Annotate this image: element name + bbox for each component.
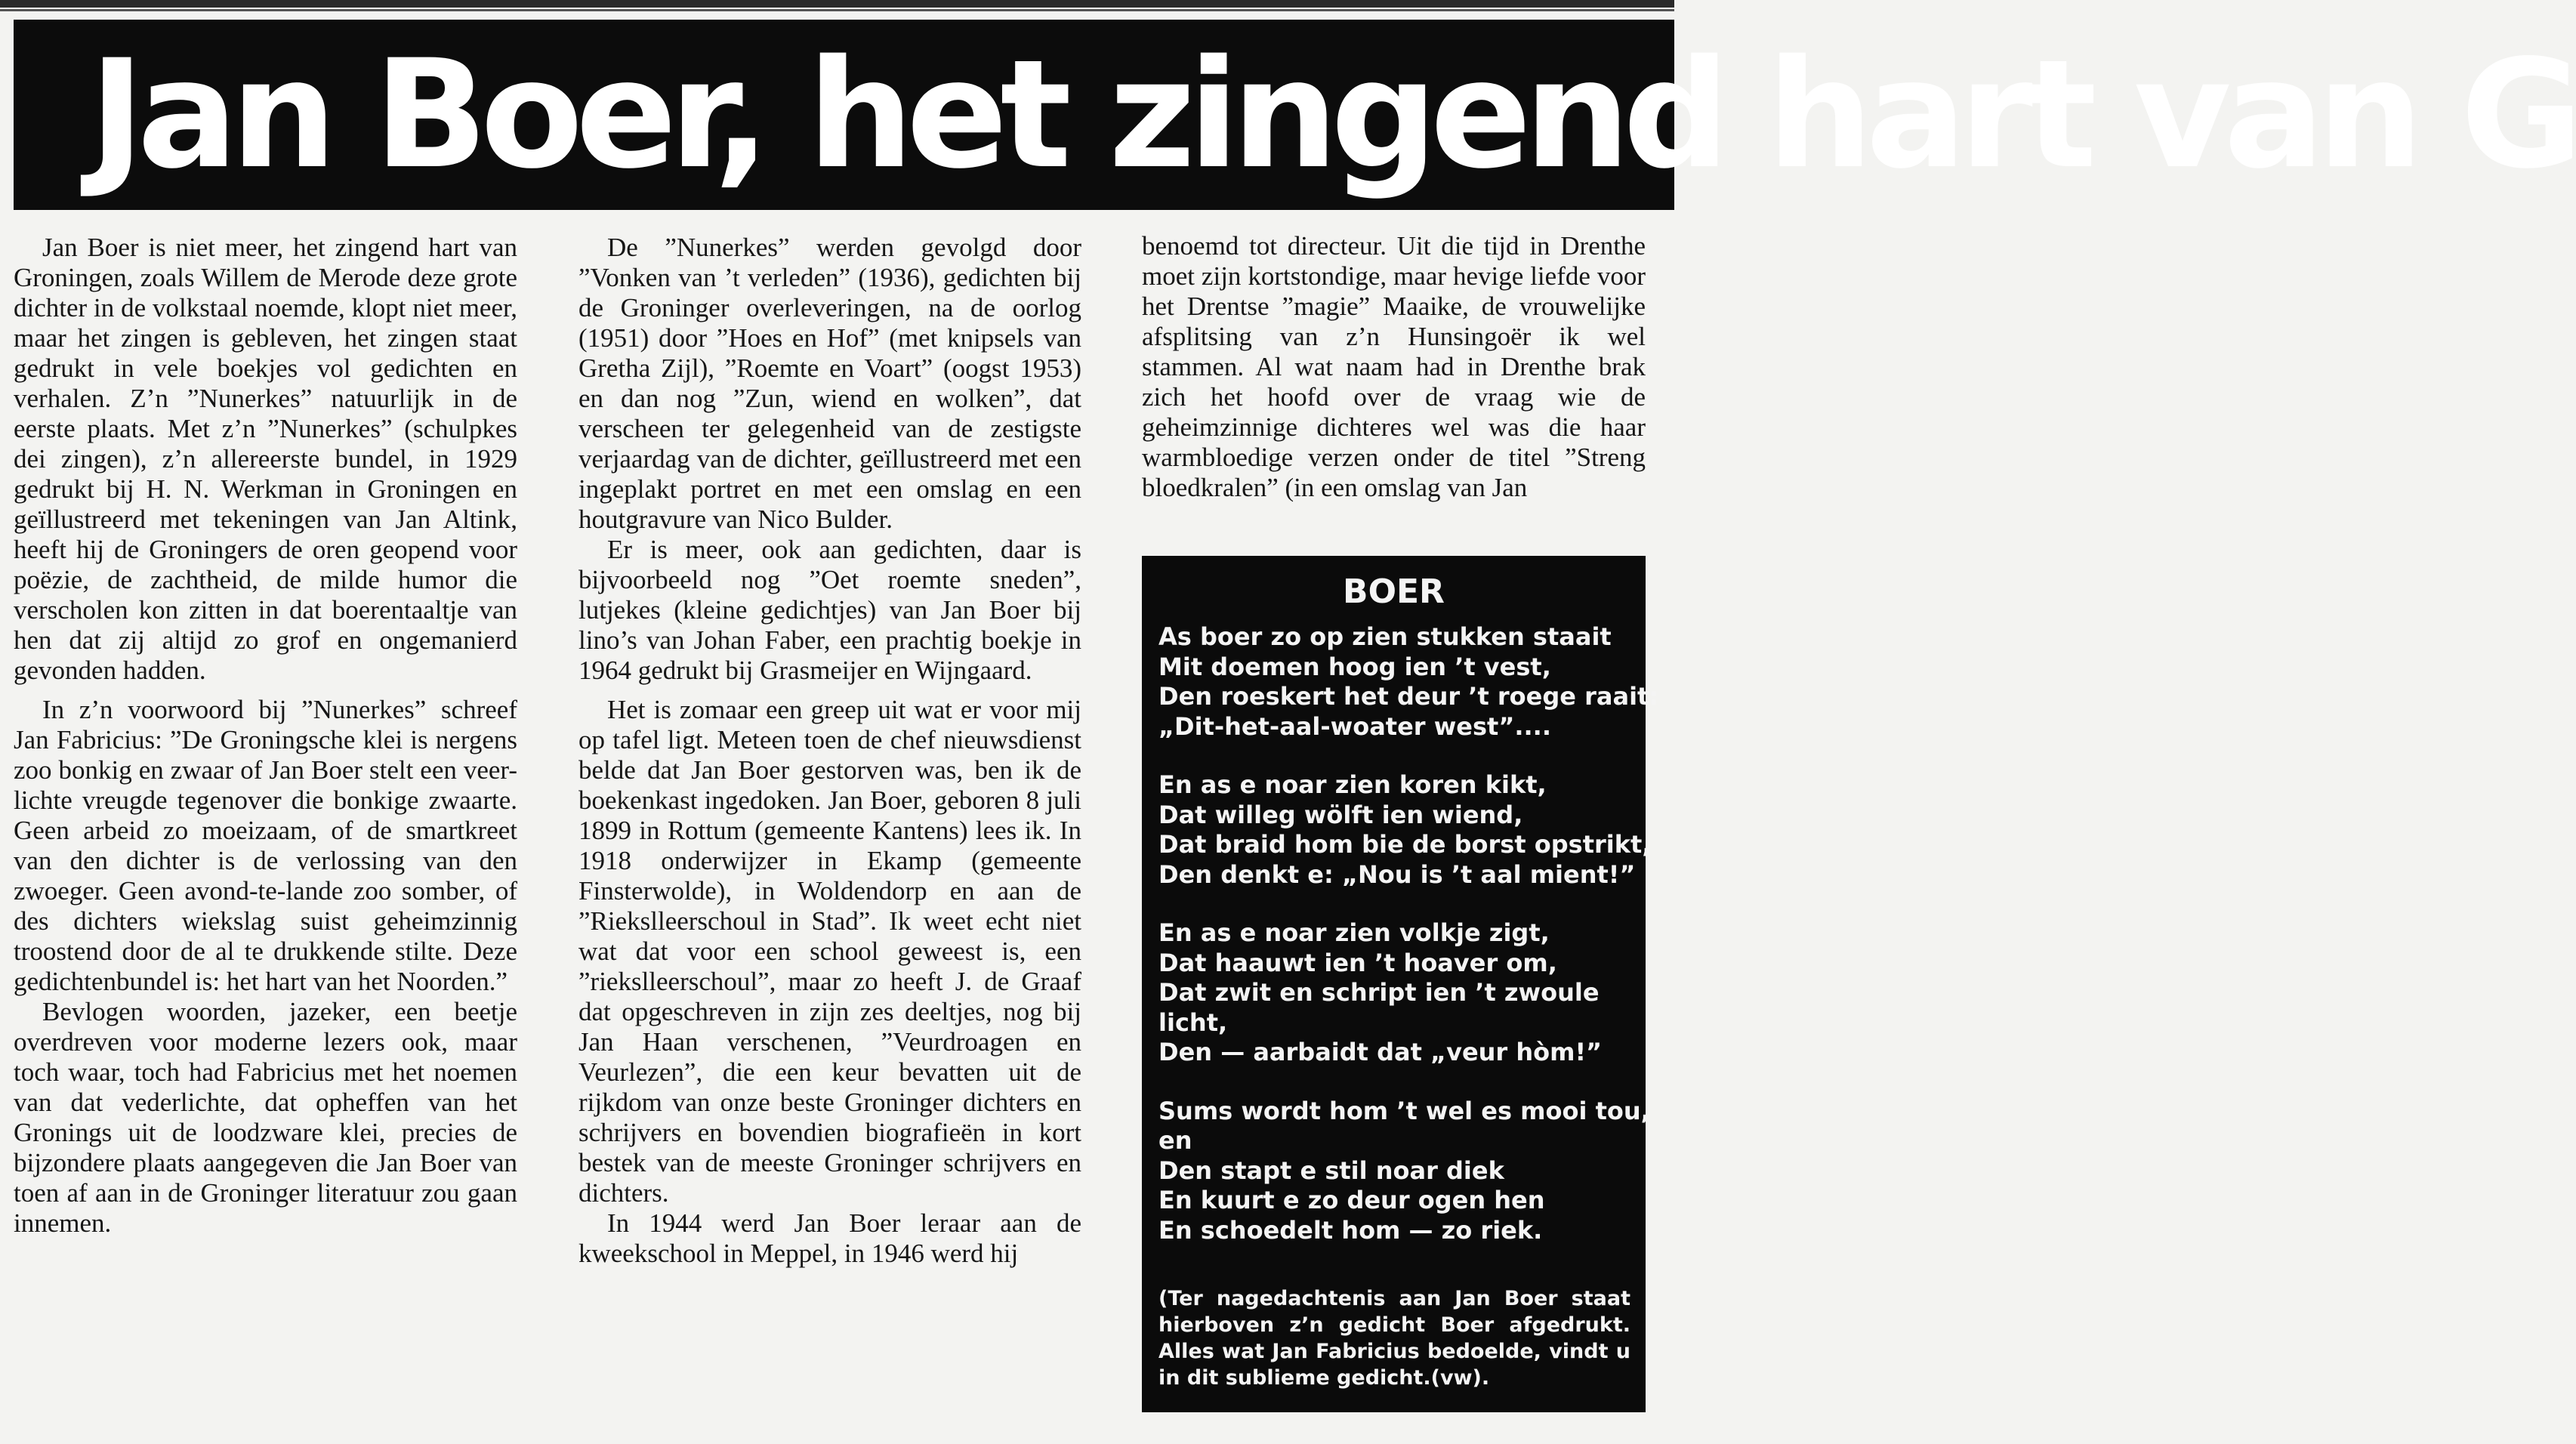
poem-line: „Dit-het-aal-woater west”.... — [1158, 711, 1551, 741]
article-column-3 — [1142, 231, 1646, 503]
poem-line: Den stapt e stil noar diek — [1158, 1156, 1504, 1185]
headline-banner — [14, 20, 2576, 210]
poem-stanza — [1158, 1096, 1650, 1246]
top-rule-thin — [0, 9, 1674, 11]
poem-line: En schoedelt hom — zo riek. — [1158, 1215, 1543, 1245]
paragraph: In 1944 werd Jan Boer leraar aan de kweekschool in Meppel, in 1946 werd hij — [578, 1208, 1081, 1268]
poem-line: En kuurt e zo deur ogen hen — [1158, 1186, 1545, 1214]
poem-line: Den roeskert het deur ’t roege raait: — [1158, 682, 1659, 711]
paragraph: In z’n voorwoord bij ”Nunerkes” schreef Jan Fabricius: ”De Groningsche klei is nergens zoo bonkig en zwaar of Jan Boer stelt een veer-lichte vreugde tegenover die bonkige zwaarte. Geen arbeid zo moeizaam, of de smartkreet van den dichter is de verlossing van den zwoeger. Geen avond-te-lande zoo somber, of des dichters wiekslag suist geheimzinnig troostend door de al te drukkende stilte. Deze gedichtenbundel is: het hart van het Noorden.” — [14, 695, 517, 996]
poem-line: As boer zo op zien stukken staait — [1158, 622, 1612, 651]
poem-line: En as e noar zien koren kikt, — [1158, 770, 1547, 799]
paragraph: benoemd tot directeur. Uit die tijd in Drenthe moet zijn kortstondige, maar hevige liefde voor het Drentse ”magie” Maaike, de vrouwelijke afsplitsing van z’n Hunsingoër ik wel stammen. Al wat naam had in Drenthe brak zich het hoofd over de vraag wie de geheimzinnige dichteres wel was die haar warmbloedige verzen onder de titel ”Streng bloedkralen” (in een omslag van Jan — [1142, 231, 1646, 502]
poem-line: Dat willeg wölft ien wiend, — [1158, 800, 1523, 829]
paragraph: Er is meer, ook aan gedichten, daar is bijvoorbeeld nog ”Oet roemte sneden”, lutjekes (kleine gedichtjes) van Jan Boer bij lino’s van Johan Faber, een prachtig boekje in 1964 gedrukt bij Grasmeijer en Wijngaard. — [578, 535, 1081, 685]
poem-stanza — [1158, 918, 1630, 1068]
article-column-2 — [578, 233, 1081, 1269]
poem-body — [1158, 622, 1659, 1274]
poem-title: BOER — [1343, 572, 1445, 611]
poem-box — [1142, 556, 1659, 1412]
article-column-1 — [14, 233, 517, 1239]
poem-line: Den denkt e: „Nou is ’t aal mient!” — [1158, 859, 1636, 889]
paragraph: Het is zomaar een greep uit wat er voor mij op tafel ligt. Meteen toen de chef nieuwsdienst belde dat Jan Boer gestorven was, ben ik de boekenkast ingedoken. Jan Boer, geboren 8 juli 1899 in Rottum (gemeente Kantens) lees ik. In 1918 onderwijzer in Ekamp (gemeente Finsterwolde), in Woldendorp en aan de ”Riekslleerschoul in Stad”. Ik weet echt niet wat dat voor een school geweest is, een ”riekslleerschoul”, maar zo heeft J. de Graaf dat opgeschreven in zijn zes deeltjes, nog bij Jan Haan verschenen, ”Veurdroagen en Veurlezen”, die een keur bevatten uit de rijkdom van onze beste Groninger dichters en schrijvers en bovendien biografieën in kort bestek van de meeste Groninger schrijvers en dichters. — [578, 695, 1081, 1208]
poem-line: Dat zwit en schript ien ’t zwoule — [1158, 978, 1600, 1007]
poem-line: En as e noar zien volkje zigt, — [1158, 918, 1550, 947]
poem-line: Mit doemen hoog ien ’t vest, — [1158, 652, 1551, 681]
poem-note: (Ter nagedachtenis aan Jan Boer staat hierboven z’n gedicht Boer afgedrukt. Alles wat Jan Fabricius bedoelde, vindt u in dit sublieme gedicht.(vw). — [1158, 1287, 1630, 1390]
poem-line: Den — aarbaidt dat „veur hòm!” — [1158, 1038, 1603, 1066]
paragraph: Jan Boer is niet meer, het zingend hart van Groningen, zoals Willem de Merode deze grote dichter in de volkstaal noemde, klopt niet meer, maar het zingen is gebleven, het zingen staat gedrukt in vele boekjes vol gedichten en verhalen. Z’n ”Nunerkes” natuurlijk in de eerste plaats. Met z’n ”Nunerkes” (schulpkes dei zingen), z’n allereerste bundel, in 1929 gedrukt bij H. N. Werkman in Groningen en geïllustreerd met tekeningen van Jan Altink, heeft hij de Groningers de oren geopend voor poëzie, de zachtheid, de milde humor die verscholen kon zitten in dat boerentaaltje van hen dat zij altijd zo grof en ongemanierd gevonden hadden. — [14, 233, 517, 685]
poem-line: licht, — [1158, 1007, 1228, 1037]
poem-stanza — [1158, 622, 1659, 742]
paragraph: De ”Nunerkes” werden gevolgd door ”Vonken van ’t verleden” (1936), gedichten bij de Groninger overleveringen, na de oorlog (1951) door ”Hoes en Hof” (met knipsels van Gretha Zijl), ”Roemte en Voart” (oogst 1953) en dan nog ”Zun, wiend en wolken”, dat verscheen ter gelegenheid van de zestigste verjaardag van de dichter, geïllustreerd met een ingeplakt portret en met een omslag en een houtgravure van Nico Bulder. — [578, 233, 1081, 534]
poem-line: Sums wordt hom ’t wel es mooi tou, — [1158, 1096, 1650, 1125]
paragraph: Bevlogen woorden, jazeker, een beetje overdreven voor moderne lezers ook, maar toch waar, toch had Fabricius met het noemen van dat vederlichte, dat opheffen van het Gronings uit de loodzware klei, precies de bijzondere plaats aangegeven die Jan Boer van toen af aan in de Groninger literatuur zou gaan innemen. — [14, 997, 517, 1238]
poem-line: en — [1158, 1126, 1192, 1155]
poem-line: Dat braid hom bie de borst opstrikt, — [1158, 830, 1652, 859]
top-rule — [0, 0, 1674, 8]
poem-line: Dat haauwt ien ’t hoaver om, — [1158, 948, 1557, 977]
poem-stanza — [1158, 770, 1652, 890]
headline: Jan Boer, het zingend hart van G — [89, 27, 2576, 202]
